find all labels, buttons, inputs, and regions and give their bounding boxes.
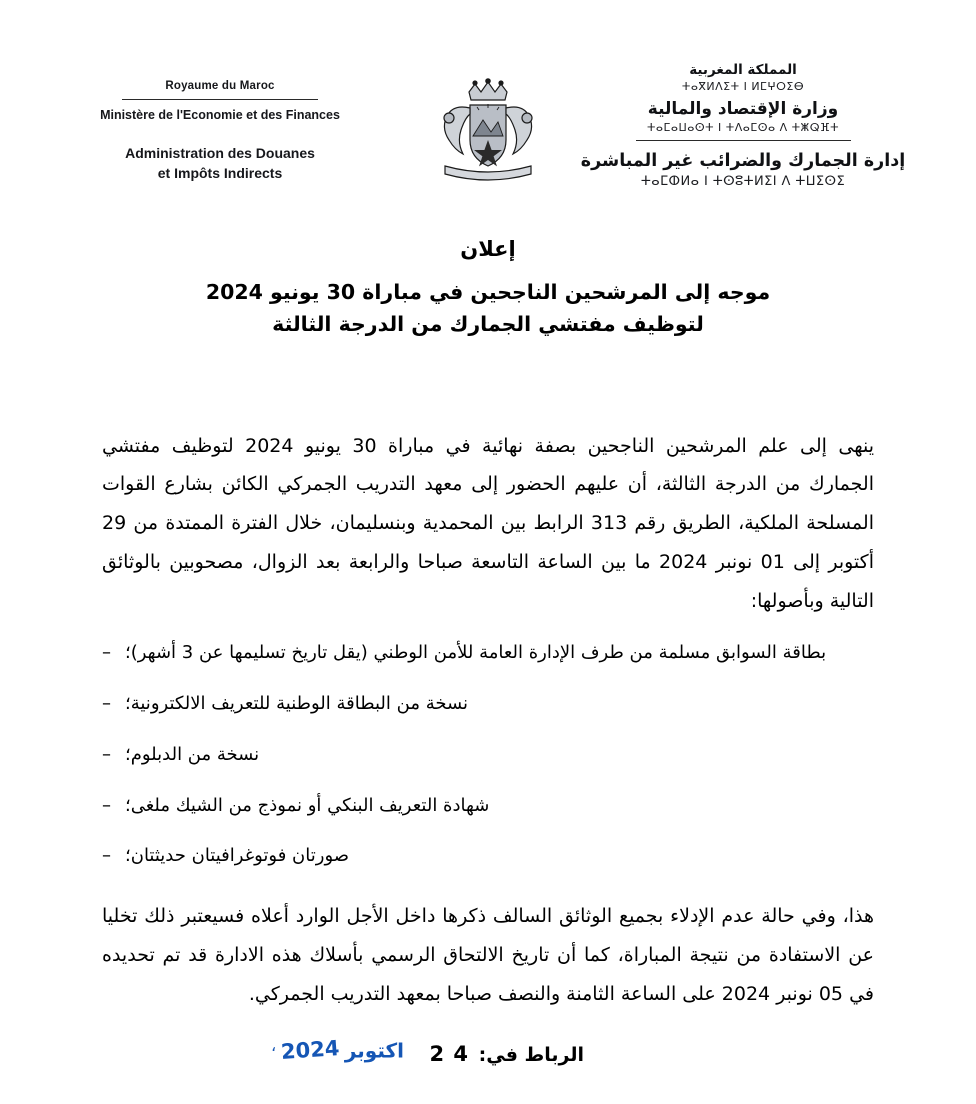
list-item-label: شهادة التعريف البنكي أو نموذج من الشيك ملغى؛	[125, 794, 490, 816]
divider-fr	[122, 99, 318, 100]
list-item-label: صورتان فوتوغرافيتان حديثتان؛	[125, 845, 350, 867]
list-item-dash: –	[102, 845, 111, 867]
required-documents-list	[102, 639, 856, 871]
list-item	[102, 639, 856, 668]
administration-label-ar: إدارة الجمارك والضرائب غير المباشرة	[580, 151, 906, 171]
letterhead-french	[70, 80, 370, 183]
list-item-dash: –	[102, 743, 111, 765]
list-item-label: بطاقة السوابق مسلمة من طرف الإدارة العامة للأمن الوطني (يقل تاريخ تسليمها عن 3 أشهر)؛	[125, 642, 827, 664]
title-heading: إعلان	[460, 237, 516, 261]
list-item-dash: –	[102, 642, 111, 664]
list-item-dash: –	[102, 794, 111, 816]
place-label: الرباط في:	[478, 1044, 584, 1067]
list-item-label: نسخة من الدبلوم؛	[125, 743, 260, 765]
signature-date: 2 4	[429, 1042, 469, 1067]
letterhead	[0, 0, 976, 225]
intro-paragraph: ينهى إلى علم المرشحين الناجحين بصفة نهائية في مباراة 30 يونيو 2024 لتوظيف مفتشي الجمارك من الدرجة الثالثة، أن عليهم الحضور إلى معهد التدريب الجمركي الكائن بشارع القوات المسلحة الملكية، الطريق رقم 313 الرابط بين المحمدية وبنسليمان، خلال الفترة الممتدة من 29 أكتوبر إلى 01 نونبر 2024 ما بين الساعة التاسعة صباحا والرابعة بعد الزوال، مصحوبين بالوثائق التالية وبأصولها:	[102, 434, 874, 613]
divider-ar	[636, 140, 851, 141]
ministry-label-ar: وزارة الإقتصاد والمالية	[647, 99, 839, 119]
coat-of-arms-icon	[413, 78, 563, 186]
kingdom-label-fr: Royaume du Maroc	[165, 80, 275, 92]
administration-label-tifinagh: ⵜⴰⵎⵀⵍⴰ ⵏ ⵜⵙⵓⵜⵍⵉⵏ ⴷ ⵜⵡⵉⵙⵉ	[640, 174, 846, 189]
document-title	[0, 237, 976, 341]
list-item	[102, 690, 856, 719]
list-item-dash: –	[102, 693, 111, 715]
stamp-mark: ،	[271, 1036, 277, 1056]
title-line-2: لتوظيف مفتشي الجمارك من الدرجة الثالثة	[272, 311, 704, 336]
title-line-1: موجه إلى المرشحين الناجحين في مباراة 30 يونيو 2024	[205, 280, 771, 304]
letterhead-arabic	[578, 62, 908, 189]
list-item-label: نسخة من البطاقة الوطنية للتعريف الالكترونية؛	[125, 693, 469, 715]
closing-paragraph: هذا، وفي حالة عدم الإدلاء بجميع الوثائق السالف ذكرها داخل الأجل الوارد أعلاه فسيعتبر ذلك تخليا عن الاستفادة من نتيجة المباراة، كما أن تاريخ الالتحاق الرسمي بأسلاك هذه الادارة قد تم تحديده في 05 نونبر 2024 على الساعة الثامنة والنصف صباحا بمعهد التدريب الجمركي.	[102, 905, 874, 1006]
signature-block	[102, 1036, 874, 1104]
list-item	[102, 741, 856, 770]
list-item	[102, 792, 856, 821]
list-item	[102, 842, 856, 871]
kingdom-label-tifinagh: ⵜⴰⴳⵍⴷⵉⵜ ⵏ ⵍⵎⵖⵔⵉⴱ	[681, 80, 805, 93]
date-stamp	[271, 1036, 404, 1065]
stamp-month: اكتوبر	[344, 1038, 404, 1063]
ministry-label-fr: Ministère de l'Economie et des Finances	[100, 108, 340, 122]
administration-label-fr: Administration des Douanes et Impôts Indirects	[125, 145, 315, 181]
kingdom-label-ar: المملكة المغربية	[689, 62, 797, 78]
ministry-label-tifinagh: ⵜⴰⵎⴰⵡⴰⵙⵜ ⵏ ⵜⴷⴰⵎⵙⴰ ⴷ ⵜⵥⵕⴼⵜ	[646, 121, 840, 134]
stamp-year: 2024	[280, 1036, 341, 1065]
